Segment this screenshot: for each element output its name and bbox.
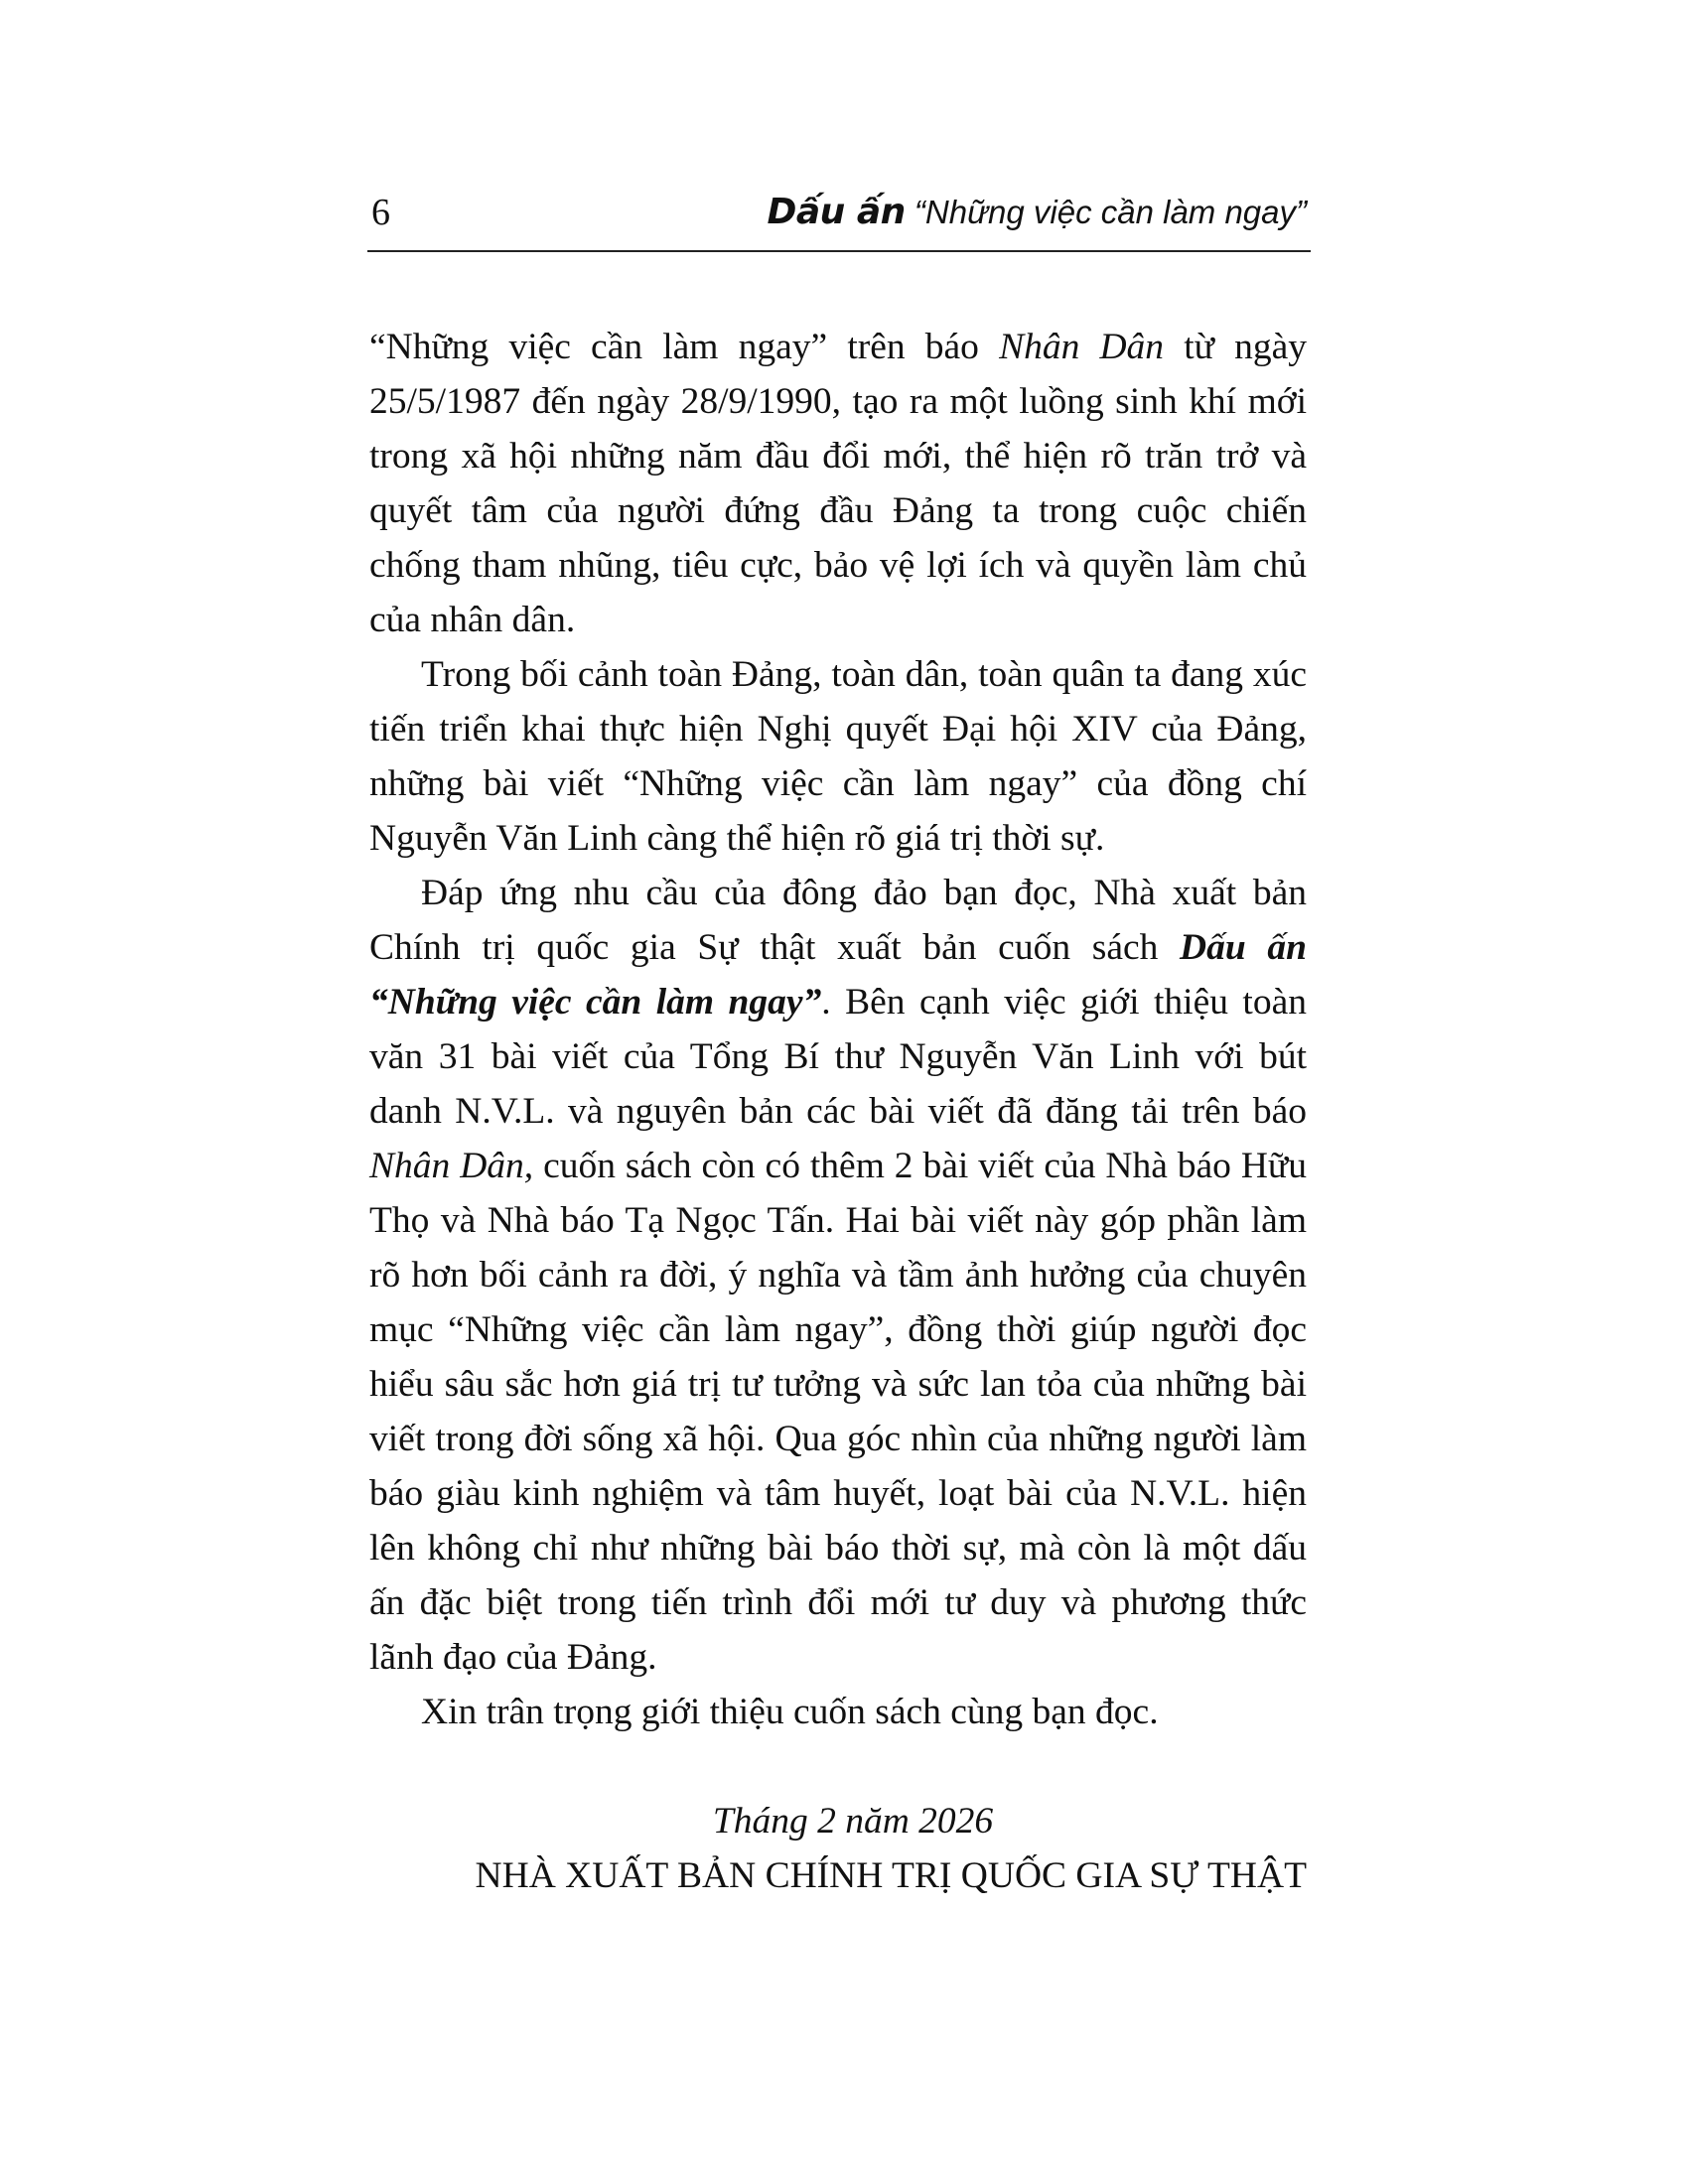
running-title: [767, 191, 1307, 241]
paragraph-4: [369, 1685, 1307, 1739]
newspaper-name: Nhân Dân: [999, 327, 1165, 367]
paragraph-1: [369, 320, 1307, 647]
signature-block: [369, 1794, 1307, 1903]
signature-date: Tháng 2 năm 2026: [712, 1801, 994, 1842]
paragraph-run: Xin trân trọng giới thiệu cuốn sách cùng bạn đọc.: [421, 1692, 1159, 1732]
newspaper-name: Nhân Dân,: [369, 1146, 534, 1186]
page-number: 6: [371, 192, 390, 233]
signature-publisher: NHÀ XUẤT BẢN CHÍNH TRỊ QUỐC GIA SỰ THẬT: [475, 1855, 1307, 1896]
paragraph-run: từ ngày 25/5/1987 đến ngày 28/9/1990, tạo ra một luồng sinh khí mới trong xã hội những năm đầu đổi mới, thể hiện rõ trăn trở và quyết tâm của người đứng đầu Đảng ta trong cuộc chiến chống tham nhũng, tiêu cực, bảo vệ lợi ích và quyền làm chủ của nhân dân.: [369, 327, 1308, 640]
paragraph-run: Trong bối cảnh toàn Đảng, toàn dân, toàn quân ta đang xúc tiến triển khai thực hiện Nghị quyết Đại hội XIV của Đảng, những bài viết “Những việc cần làm ngay” của đồng chí Nguyễn Văn Linh càng thể hiện rõ giá trị thời sự.: [369, 654, 1307, 859]
paragraph-2: [369, 647, 1307, 866]
paragraph-run: . Bên cạnh việc giới thiệu toàn văn 31 bài viết của Tổng Bí thư Nguyễn Văn Linh với bút danh N.V.L. và nguyên bản các bài viết đã đăng tải trên báo: [369, 982, 1307, 1132]
running-title-quoted: “Những việc cần làm ngay”: [905, 194, 1307, 230]
paragraph-run: Đáp ứng nhu cầu của đông đảo bạn đọc, Nhà xuất bản Chính trị quốc gia Sự thật xuất bản cuốn sách: [369, 873, 1307, 968]
paragraph-run: “Những việc cần làm ngay” trên báo: [369, 327, 1000, 367]
paragraph-run: cuốn sách còn có thêm 2 bài viết của Nhà báo Hữu Thọ và Nhà báo Tạ Ngọc Tấn. Hai bài viết này góp phần làm rõ hơn bối cảnh ra đời, ý nghĩa và tầm ảnh hưởng của chuyên mục “Những việc cần làm ngay”, đồng thời giúp người đọc hiểu sâu sắc hơn giá trị tư tưởng và sức lan tỏa của những bài viết trong đời sống xã hội. Qua góc nhìn của những người làm báo giàu kinh nghiệm và tâm huyết, loạt bài của N.V.L. hiện lên không chỉ như những bài báo thời sự, mà còn là một dấu ấn đặc biệt trong tiến trình đổi mới tư duy và phương thức lãnh đạo của Đảng.: [369, 1146, 1308, 1678]
running-header: [367, 189, 1311, 252]
body-text: [369, 320, 1307, 1739]
paragraph-3: [369, 866, 1307, 1685]
book-title: Dấu ấn “Những việc cần làm ngay”: [369, 927, 1308, 1023]
running-title-bold: Dấu ấn: [767, 192, 906, 232]
